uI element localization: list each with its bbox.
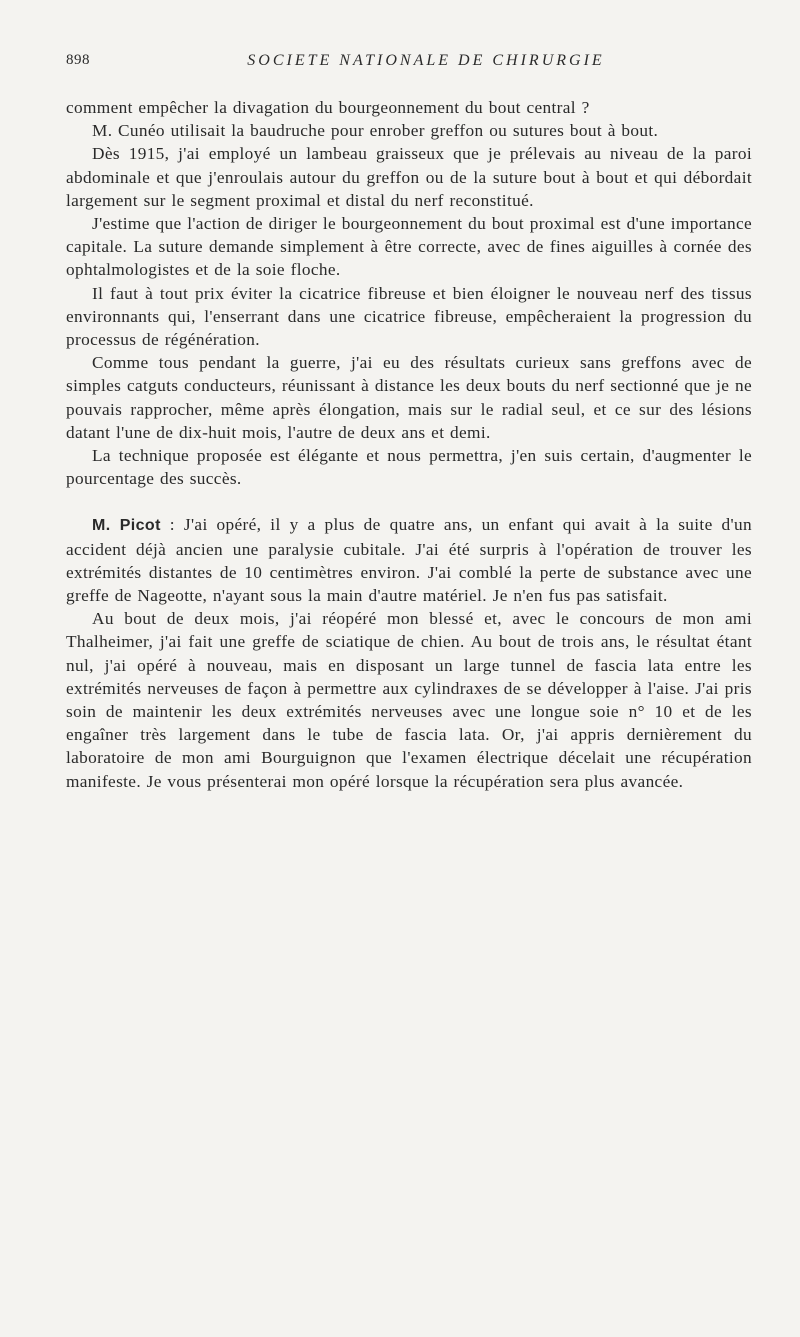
paragraph: comment empêcher la divagation du bourgeonnement du bout central ? (66, 98, 590, 117)
paragraph: La technique proposée est élégante et nous permettra, j'en suis certain, d'augmenter le pourcentage des succès. (66, 446, 752, 489)
paragraph: M. Cunéo utilisait la baudruche pour enrober greffon ou sutures bout à bout. (92, 121, 659, 141)
paragraph: Au bout de deux mois, j'ai réopéré mon blessé et, avec le concours de mon ami Thalheimer, j'ai fait une greffe de sciatique de chien. Au bout de trois ans, le résultat étant nul, j'ai opéré à nouveau, mais en disposant un large tunnel de fascia lata entre les extrémités nerveuses de façon à permettre aux cylindraxes de se développer à l'aise. J'ai pris soin de maintenir les deux extrémités nerveuses avec une longue soie n° 10 et de les engaîner très largement dans le tube de fascia lata. Or, j'ai appris dernièrement du laboratoire de mon ami Bourguignon que l'examen électrique décelait une récupération manifeste. Je vous présenterai mon opéré lorsque la récupération sera plus avancée. (66, 609, 752, 791)
paragraph: J'estime que l'action de diriger le bourgeonnement du bout proximal est d'une importance capitale. La suture demande simplement à être correcte, avec de fines aiguilles à cornée des ophtalmologistes et de la soie floche. (66, 214, 752, 280)
picot-paragraph (66, 513, 752, 607)
speaker-name: M. Picot (92, 517, 161, 535)
paragraph: Dès 1915, j'ai employé un lambeau graisseux que je prélevais au niveau de la paroi abdominale et que j'enroulais autour du greffon ou de la suture bout à bout et qui débordait largement sur le segment proximal et distal du nerf reconstitué. (66, 144, 752, 210)
article-body (66, 96, 752, 793)
journal-title: SOCIETE NATIONALE DE CHIRURGIE (247, 52, 605, 69)
page-number: 898 (66, 52, 90, 68)
paragraph: Comme tous pendant la guerre, j'ai eu des résultats curieux sans greffons avec de simples catguts conducteurs, réunissant à distance les deux bouts du nerf sectionné que je ne pouvais rapprocher, même après élongation, mais sur le radial seul, et ce sur des lésions datant l'une de dix-huit mois, l'autre de deux ans et demi. (66, 353, 752, 442)
picot-text: : J'ai opéré, il y a plus de quatre ans, un enfant qui avait à la suite d'un accident déjà ancien une paralysie cubitale. J'ai été surpris à l'opération de trouver les extrémités distantes de 10 centimètres environ. J'ai comblé la perte de substance avec une greffe de Nageotte, n'ayant sous la main d'autre matériel. Je n'en fus pas satisfait. (66, 515, 752, 606)
running-header (66, 52, 752, 76)
paragraph: Il faut à tout prix éviter la cicatrice fibreuse et bien éloigner le nouveau nerf des tissus environnants qui, l'enserrant dans une cicatrice fibreuse, empêcheraient la progression du processus de régénération. (66, 283, 752, 350)
